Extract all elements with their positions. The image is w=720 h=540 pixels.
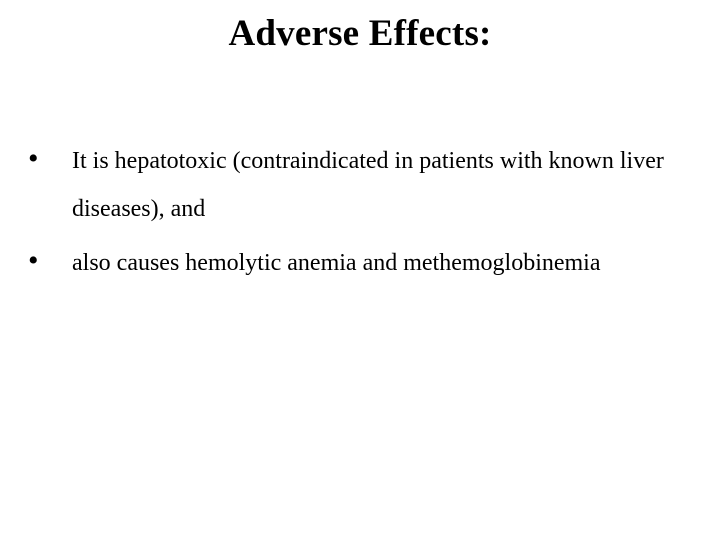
bullet-marker: • <box>28 142 39 175</box>
bullet-text: It is hepatotoxic (contraindicated in patients with known liver diseases), and <box>72 148 664 222</box>
bullet-text: also causes hemolytic anemia and methemoglobinemia <box>72 250 601 276</box>
bullet-item-hemolytic-anemia <box>28 239 698 287</box>
bullet-item-hepatotoxic <box>28 137 698 233</box>
slide-title: Adverse Effects: <box>228 13 492 54</box>
bullet-marker: • <box>28 244 39 277</box>
bullet-list <box>28 137 698 293</box>
